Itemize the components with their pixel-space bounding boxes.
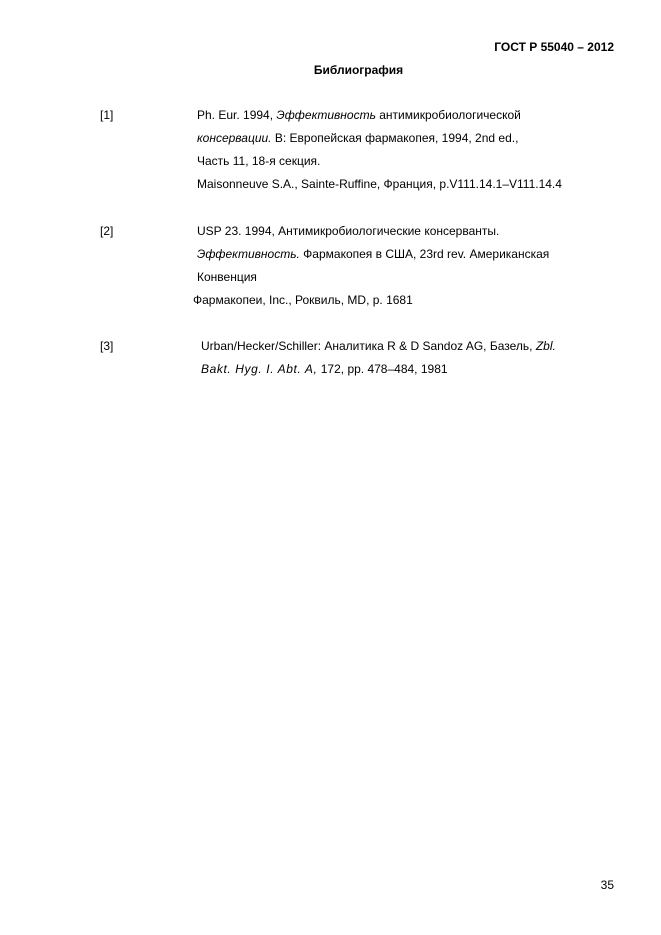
entry-line bbox=[197, 154, 320, 168]
italic-text: Эффективность. bbox=[197, 247, 300, 261]
page-title: Библиография bbox=[313, 63, 404, 77]
entry-line bbox=[193, 293, 413, 307]
entry-text: USP 23. 1994, Антимикробиологические консерванты. bbox=[197, 224, 500, 238]
document-code: ГОСТ Р 55040 – 2012 bbox=[494, 40, 614, 54]
entry-text: Urban/Hecker/Schiller: Аналитика R & D Sandoz AG, Базель, bbox=[201, 339, 536, 353]
entry-number: [2] bbox=[100, 224, 114, 238]
italic-text: Zbl. bbox=[535, 339, 556, 353]
entry-line bbox=[197, 108, 521, 122]
entry-text: Фармакопеи, Inc., Роквиль, MD, p. 1681 bbox=[193, 293, 413, 307]
entry-line bbox=[201, 362, 448, 376]
entry-text: Ph. Eur. 1994, bbox=[197, 108, 277, 122]
entry-text: В: Европейская фармакопея, 1994, 2nd ed., bbox=[271, 131, 519, 145]
entry-text: Конвенция bbox=[197, 270, 257, 284]
entry-line bbox=[197, 131, 518, 145]
entry-line bbox=[201, 339, 556, 353]
entry-text: 172, pp. 478–484, 1981 bbox=[317, 362, 448, 376]
italic-text: консервации. bbox=[197, 131, 272, 145]
entry-text: Фармакопея в США, 23rd rev. Американская bbox=[299, 247, 550, 261]
entry-line bbox=[197, 270, 257, 284]
entry-text: Maisonneuve S.A., Sainte-Ruffine, Франция, p.V111.14.1–V111.14.4 bbox=[197, 177, 562, 191]
entry-line bbox=[197, 247, 549, 261]
entry-text: антимикробиологической bbox=[375, 108, 521, 122]
entry-number: [1] bbox=[100, 108, 114, 122]
entry-line bbox=[197, 224, 499, 238]
italic-text: Bakt. Hyg. I. Abt. A, bbox=[201, 362, 318, 376]
page-number: 35 bbox=[600, 878, 614, 892]
entry-line bbox=[197, 177, 562, 191]
entry-number: [3] bbox=[100, 339, 114, 353]
entry-text: Часть 11, 18-я секция. bbox=[197, 154, 321, 168]
italic-text: Эффективность bbox=[276, 108, 376, 122]
